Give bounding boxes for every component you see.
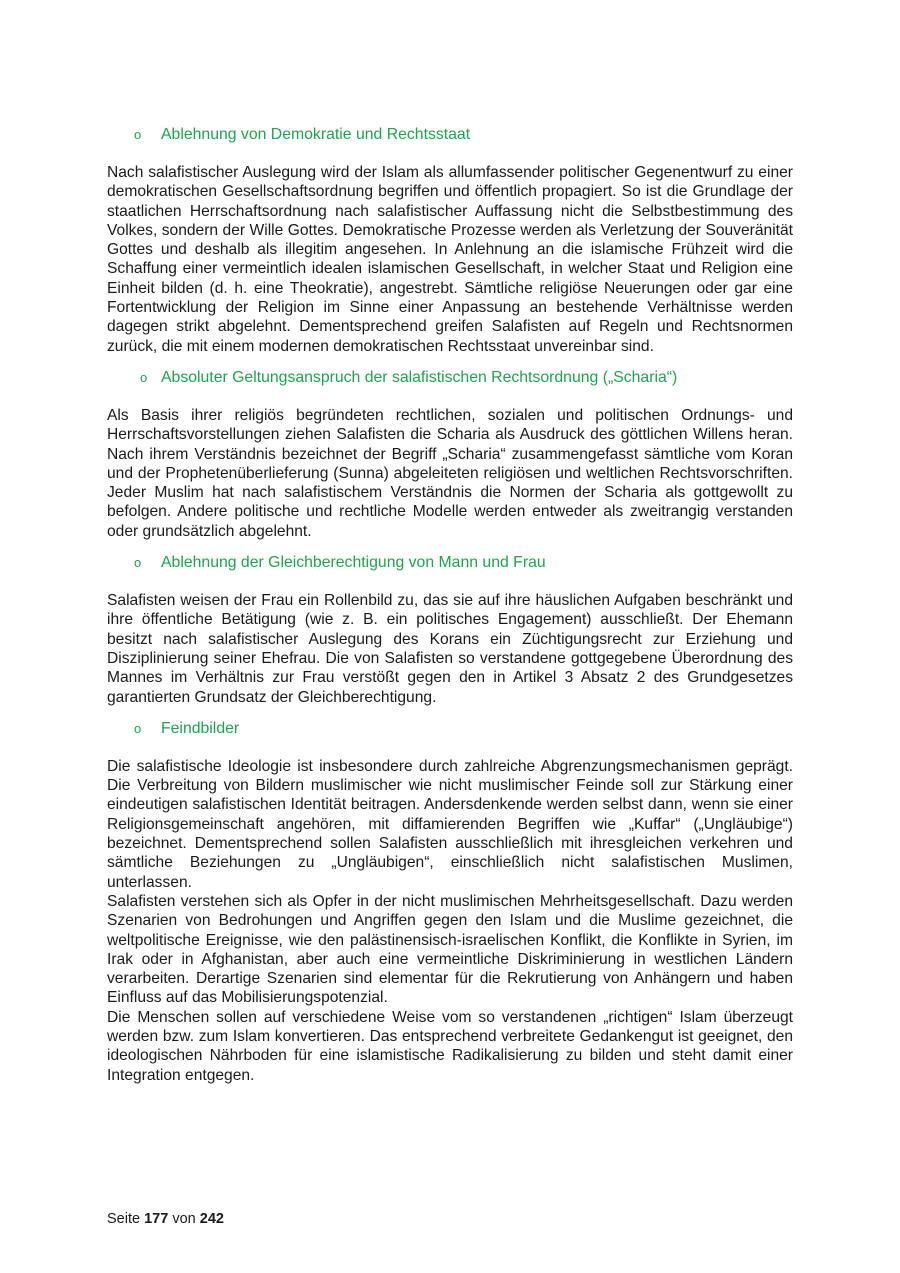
section-heading	[107, 125, 793, 145]
page-footer	[107, 1211, 224, 1227]
document-body	[107, 125, 793, 1085]
section-heading-text: Feindbilder	[161, 719, 240, 737]
section-heading-text: Ablehnung von Demokratie und Rechtsstaat	[161, 126, 471, 143]
paragraph: Die salafistische Ideologie ist insbesondere durch zahlreiche Abgrenzungsmechanismen geprägt. Die Verbreitung von Bildern muslimischer wie nicht muslimischer Feinde soll zur Stärkung einer eindeutigen salafistischen Identität beitragen. Andersdenkende werden selbst dann, wenn sie einer Religionsgemeinschaft angehören, mit diffamierenden Begriffen wie „Kuffar“ („Ungläubige“) bezeichnet. Dementsprechend sollen Salafisten ausschließlich mit ihresgleichen verkehren und sämtliche Beziehungen zu „Ungläubigen“, einschließlich nicht salafistischen Muslimen, unterlassen.	[107, 757, 793, 891]
section-heading-text: Absoluter Geltungsanspruch der salafistischen Rechtsordnung („Scharia“)	[161, 368, 678, 386]
footer-prefix: Seite	[107, 1211, 141, 1227]
paragraph: Als Basis ihrer religiös begründeten rechtlichen, sozialen und politischen Ordnungs- und Herrschaftsvorstellungen ziehen Salafisten die Scharia als Ausdruck des göttlichen Willens heran. Nach ihrem Verständnis bezeichnet der Begriff „Scharia“ zusammengefasst sämtliche vom Koran und der Prophetenüberlieferung (Sunna) abgeleiteten religiösen und weltlichen Rechtsvorschriften. Jeder Muslim hat nach salafistischem Verständnis die Normen der Scharia als gottgewollt zu befolgen. Andere politische und rechtliche Modelle werden entweder als zweitrangig verstanden oder grundsätzlich abgelehnt.	[107, 406, 793, 540]
paragraph: Salafisten verstehen sich als Opfer in der nicht muslimischen Mehrheitsgesellschaft. Dazu werden Szenarien von Bedrohungen und Angriffen gegen den Islam und die Muslime gezeichnet, die weltpolitische Ereignisse, wie den palästinensisch-israelischen Konflikt, die Konflikte in Syrien, im Irak oder in Afghanistan, aber auch eine vermeintliche Diskriminierung in westlichen Ländern verarbeiten. Derartige Szenarien sind elementar für die Rekrutierung von Anhängern und haben Einfluss auf das Mobilisierungspotenzial.	[107, 892, 793, 1007]
footer-middle: von	[172, 1211, 196, 1227]
section-heading	[107, 368, 793, 388]
total-pages-number: 242	[199, 1211, 224, 1227]
section-heading	[107, 553, 793, 573]
paragraph: Salafisten weisen der Frau ein Rollenbild zu, das sie auf ihre häuslichen Aufgaben beschränkt und ihre öffentliche Betätigung (wie z. B. ein politisches Engagement) ausschließt. Der Ehemann besitzt nach salafistischer Auslegung des Korans ein Züchtigungsrecht zur Erziehung und Disziplinierung seiner Ehefrau. Die von Salafisten so verstandene gottgegebene Überordnung des Mannes im Verhältnis zur Frau verstößt gegen den in Artikel 3 Absatz 2 des Grundgesetzes garantierten Grundsatz der Gleichberechtigung.	[107, 592, 793, 706]
bullet-icon: o	[134, 555, 142, 571]
bullet-icon: o	[134, 720, 142, 736]
current-page-number: 177	[144, 1211, 169, 1227]
paragraph: Die Menschen sollen auf verschiedene Weise vom so verstandenen „richtigen“ Islam überzeugt werden bzw. zum Islam konvertieren. Das entsprechend verbreitete Gedankengut ist geeignet, den ideologischen Nährboden für eine islamistische Radikalisierung zu bilden und steht damit einer Integration entgegen.	[107, 1008, 793, 1084]
bullet-icon: o	[134, 127, 142, 142]
paragraph: Nach salafistischer Auslegung wird der Islam als allumfassender politischer Gegenentwurf zu einer demokratischen Gesellschaftsordnung begriffen und öffentlich propagiert. So ist die Grundlage der staatlichen Herrschaftsordnung nach salafistischer Auffassung nicht die Selbstbestimmung des Volkes, sondern der Wille Gottes. Demokratische Prozesse werden als Verletzung der Souveränität Gottes und deshalb als illegitim angesehen. In Anlehnung an die islamische Frühzeit wird die Schaffung einer vermeintlich idealen islamischen Gesellschaft, in welcher Staat und Religion eine Einheit bilden (d. h. eine Theokratie), angestrebt. Sämtliche religiöse Neuerungen oder gar eine Fortentwicklung der Religion im Sinne einer Anpassung an bestehende Verhältnisse werden dagegen strikt abgelehnt. Dementsprechend greifen Salafisten auf Regeln und Rechtsnormen zurück, die mit einem modernen demokratischen Rechtsstaat unvereinbar sind.	[107, 164, 793, 355]
section-heading-text: Ablehnung der Gleichberechtigung von Mann und Frau	[161, 554, 546, 572]
section-heading	[107, 719, 793, 739]
bullet-icon: o	[140, 369, 148, 385]
